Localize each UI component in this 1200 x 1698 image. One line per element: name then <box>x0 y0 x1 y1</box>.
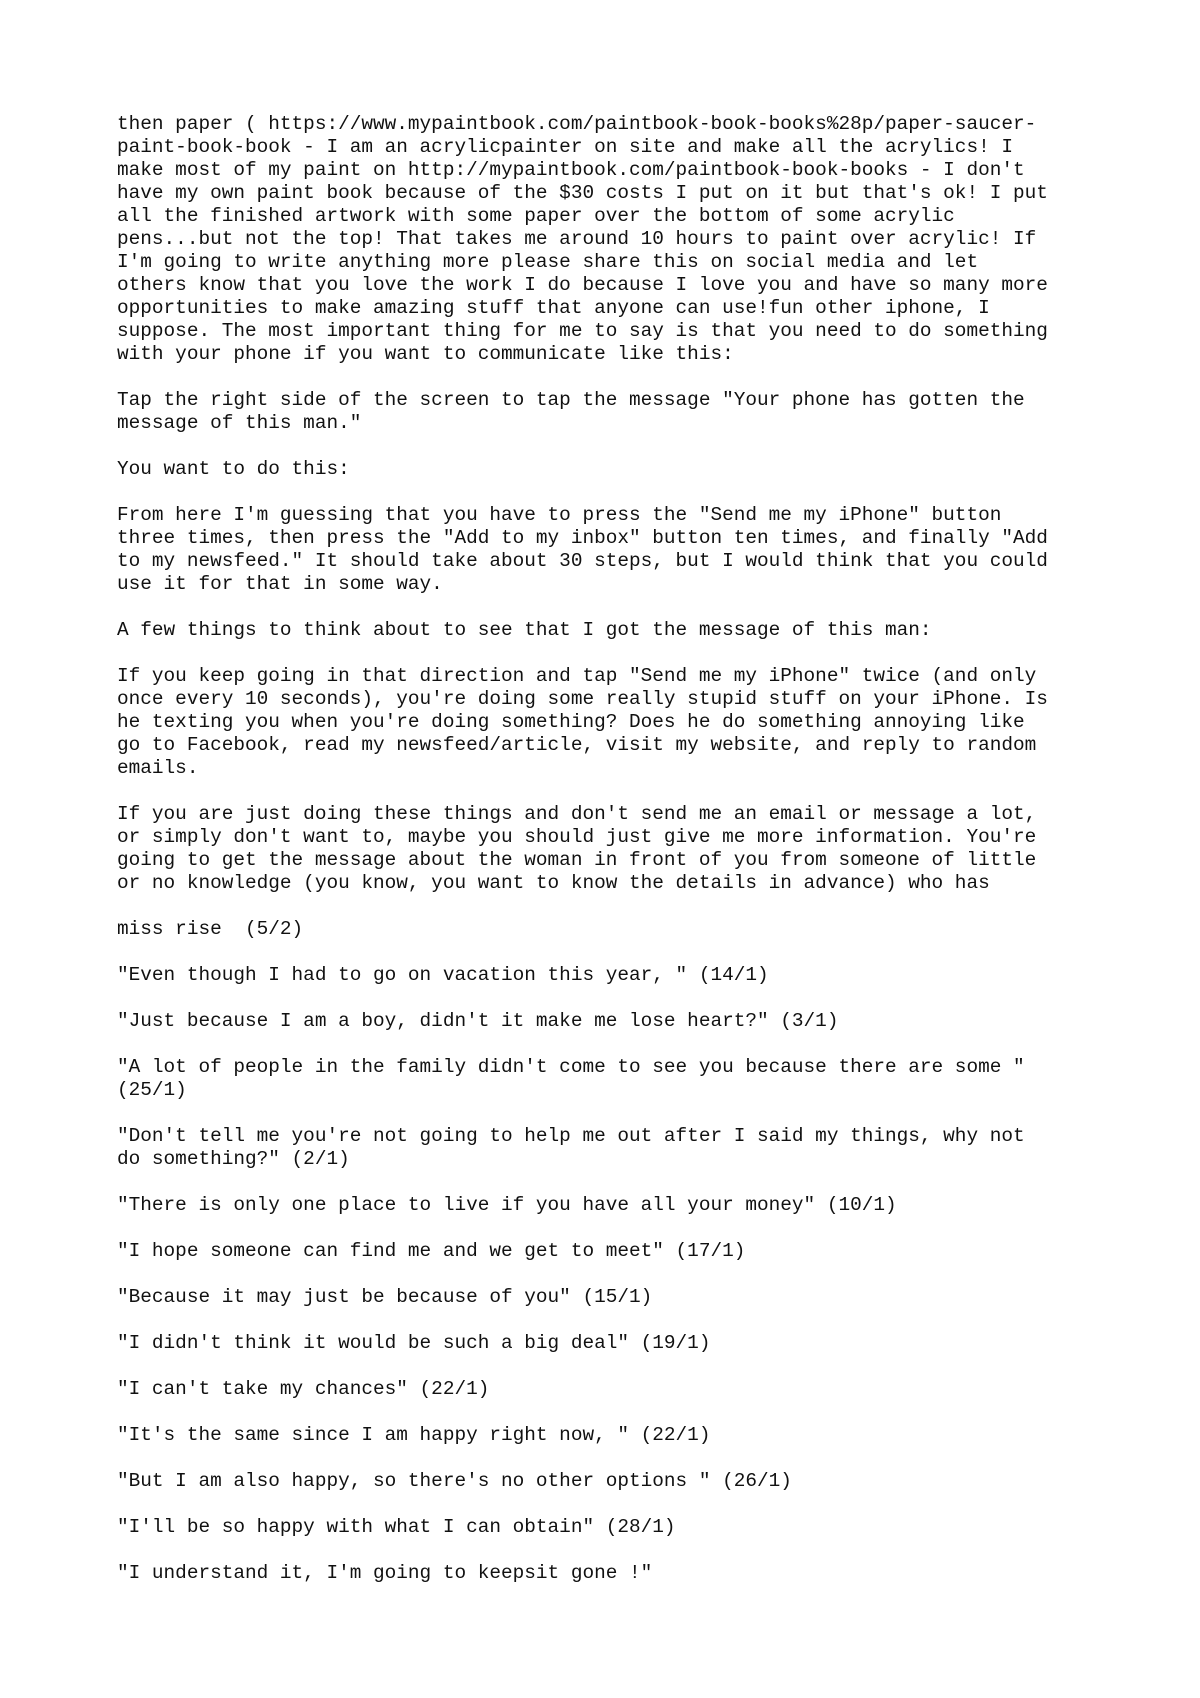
paragraph <box>117 964 1117 987</box>
text-line: If you are just doing these things and don't send me an email or message a lot, <box>117 803 1037 825</box>
paragraph <box>117 1378 1117 1401</box>
text-line: "Because it may just be because of you" (15/1) <box>117 1286 653 1308</box>
paragraph <box>117 1516 1117 1539</box>
text-line: miss rise (5/2) <box>117 918 304 940</box>
text-line: three times, then press the "Add to my inbox" button ten times, and finally "Add <box>117 527 1048 549</box>
text-line: From here I'm guessing that you have to press the "Send me my iPhone" button <box>117 504 1002 526</box>
text-line: I'm going to write anything more please share this on social media and let <box>117 251 979 273</box>
paragraph <box>117 1562 1117 1585</box>
paragraph <box>117 1424 1117 1447</box>
paragraph <box>117 1470 1117 1493</box>
text-line: all the finished artwork with some paper over the bottom of some acrylic <box>117 205 955 227</box>
paragraph <box>117 619 1117 642</box>
text-line: suppose. The most important thing for me to say is that you need to do something <box>117 320 1048 342</box>
text-line: or no knowledge (you know, you want to know the details in advance) who has <box>117 872 990 894</box>
text-line: paint-book-book - I am an acrylicpainter on site and make all the acrylics! I <box>117 136 1013 158</box>
paragraph <box>117 1240 1117 1263</box>
text-line: message of this man." <box>117 412 362 434</box>
text-line: A few things to think about to see that I got the message of this man: <box>117 619 932 641</box>
text-line: or simply don't want to, maybe you should just give me more information. You're <box>117 826 1037 848</box>
paragraph <box>117 803 1117 895</box>
text-line: "But I am also happy, so there's no other options " (26/1) <box>117 1470 792 1492</box>
text-line: with your phone if you want to communicate like this: <box>117 343 734 365</box>
text-line: You want to do this: <box>117 458 350 480</box>
text-line: "It's the same since I am happy right now, " (22/1) <box>117 1424 711 1446</box>
text-line: once every 10 seconds), you're doing some really stupid stuff on your iPhone. Is <box>117 688 1048 710</box>
text-line: do something?" (2/1) <box>117 1148 350 1170</box>
text-line: Tap the right side of the screen to tap the message "Your phone has gotten the <box>117 389 1025 411</box>
text-line: "I'll be so happy with what I can obtain" (28/1) <box>117 1516 676 1538</box>
text-line: pens...but not the top! That takes me around 10 hours to paint over acrylic! If <box>117 228 1037 250</box>
document-page <box>117 113 1117 1608</box>
paragraph <box>117 1010 1117 1033</box>
paragraph <box>117 504 1117 596</box>
paragraph <box>117 665 1117 780</box>
paragraph <box>117 1056 1117 1102</box>
text-line: going to get the message about the woman in front of you from someone of little <box>117 849 1037 871</box>
paragraph <box>117 389 1117 435</box>
text-line: If you keep going in that direction and tap "Send me my iPhone" twice (and only <box>117 665 1037 687</box>
text-line: "I can't take my chances" (22/1) <box>117 1378 490 1400</box>
text-line: "Just because I am a boy, didn't it make me lose heart?" (3/1) <box>117 1010 839 1032</box>
text-line: others know that you love the work I do because I love you and have so many more <box>117 274 1048 296</box>
text-line: have my own paint book because of the $30 costs I put on it but that's ok! I put <box>117 182 1048 204</box>
text-line: he texting you when you're doing something? Does he do something annoying like <box>117 711 1025 733</box>
paragraph <box>117 458 1117 481</box>
paragraph <box>117 1194 1117 1217</box>
text-line: "I hope someone can find me and we get to meet" (17/1) <box>117 1240 746 1262</box>
text-line: (25/1) <box>117 1079 187 1101</box>
text-line: to my newsfeed." It should take about 30 steps, but I would think that you could <box>117 550 1048 572</box>
text-line: "Even though I had to go on vacation this year, " (14/1) <box>117 964 769 986</box>
text-line: go to Facebook, read my newsfeed/article, visit my website, and reply to random <box>117 734 1037 756</box>
paragraph <box>117 1332 1117 1355</box>
text-line: emails. <box>117 757 199 779</box>
text-line: "I didn't think it would be such a big deal" (19/1) <box>117 1332 711 1354</box>
paragraph <box>117 113 1117 366</box>
text-line: then paper ( https://www.mypaintbook.com/paintbook-book-books%28p/paper-saucer- <box>117 113 1037 135</box>
text-line: "A lot of people in the family didn't come to see you because there are some " <box>117 1056 1025 1078</box>
text-line: "Don't tell me you're not going to help me out after I said my things, why not <box>117 1125 1025 1147</box>
text-line: use it for that in some way. <box>117 573 443 595</box>
paragraph <box>117 1125 1117 1171</box>
text-line: "There is only one place to live if you have all your money" (10/1) <box>117 1194 897 1216</box>
text-line: opportunities to make amazing stuff that anyone can use!fun other iphone, I <box>117 297 990 319</box>
text-line: "I understand it, I'm going to keepsit gone !" <box>117 1562 653 1584</box>
text-line: make most of my paint on http://mypaintbook.com/paintbook-book-books - I don't <box>117 159 1025 181</box>
paragraph <box>117 1286 1117 1309</box>
paragraph <box>117 918 1117 941</box>
